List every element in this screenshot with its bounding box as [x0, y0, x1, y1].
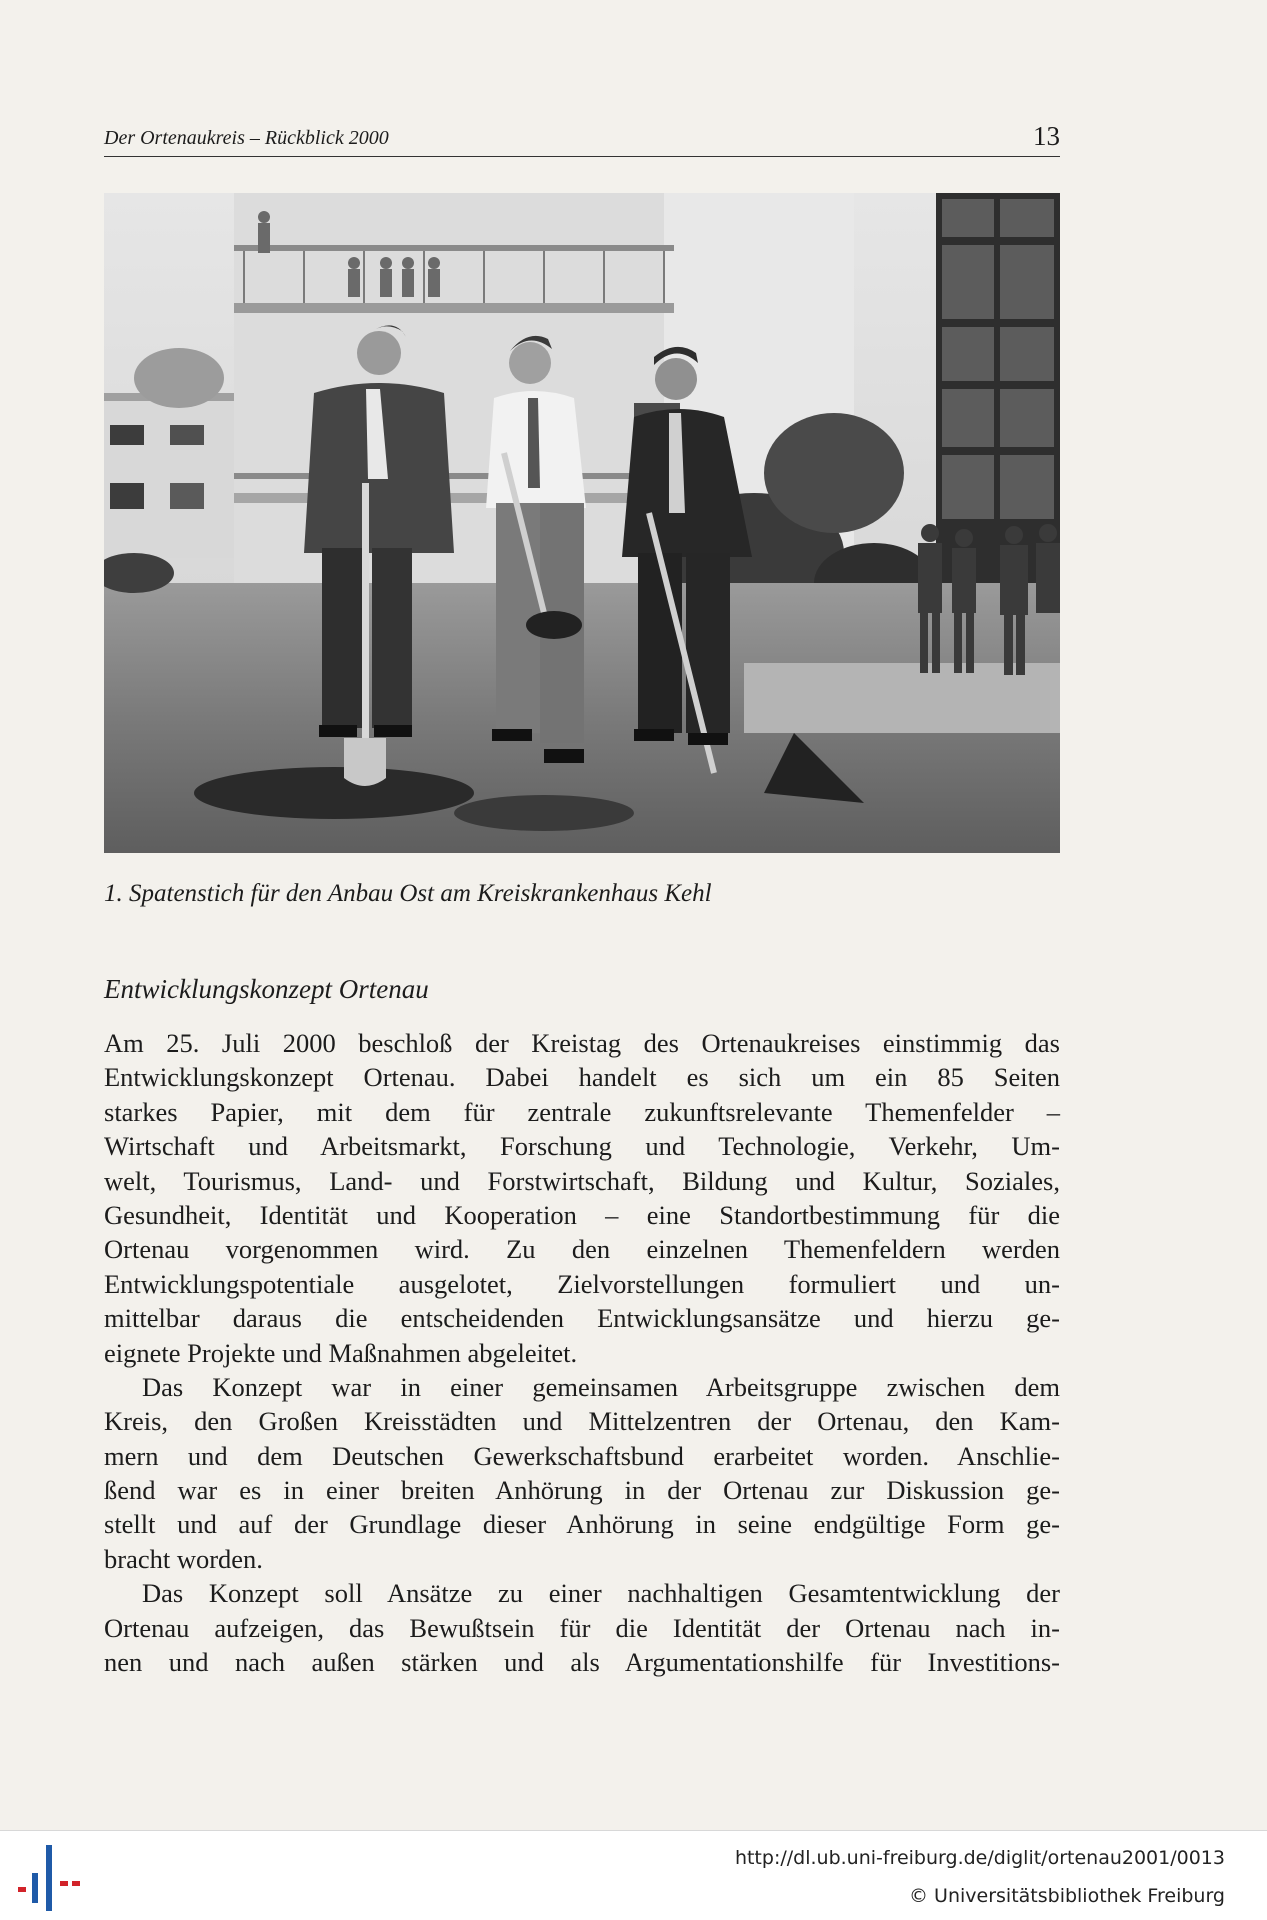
text-line: eignete Projekte und Maßnahmen abgeleitet.: [104, 1337, 578, 1368]
text-line: Ortenau aufzeigen, das Bewußtsein für die Identität der Ortenau nach in-: [104, 1612, 1060, 1643]
text-line: nen und nach außen stärken und als Argumentationshilfe für Investitions-: [104, 1647, 1060, 1678]
text-line: bracht worden.: [104, 1543, 263, 1574]
copyright-notice: © Universitätsbibliothek Freiburg: [909, 1885, 1225, 1907]
source-url-link[interactable]: http://dl.ub.uni-freiburg.de/diglit/ortenau2001/0013: [734, 1847, 1225, 1869]
text-line: mern und dem Deutschen Gewerkschaftsbund erarbeitet worden. Anschlie-: [104, 1440, 1060, 1471]
text-line: Wirtschaft und Arbeitsmarkt, Forschung und Technologie, Verkehr, Um-: [104, 1131, 1060, 1162]
text-line: Am 25. Juli 2000 beschloß der Kreistag des Ortenaukreises einstimmig das: [104, 1028, 1060, 1058]
photo-caption: 1. Spatenstich für den Anbau Ost am Kreiskrankenhaus Kehl: [104, 880, 712, 907]
text-line: Das Konzept war in einer gemeinsamen Arbeitsgruppe zwischen dem: [142, 1371, 1060, 1402]
page-number: 13: [1033, 121, 1060, 151]
text-line: Entwicklungspotentiale ausgelotet, Zielvorstellungen formuliert und un-: [104, 1268, 1060, 1299]
running-head-title: Der Ortenaukreis – Rückblick 2000: [104, 127, 389, 149]
text-line: stellt und auf der Grundlage dieser Anhörung in seine endgültige Form ge-: [104, 1509, 1060, 1540]
groundbreaking-photo: [104, 193, 1060, 853]
ub-freiburg-logo-icon: [14, 1843, 84, 1913]
body-text: [104, 1026, 1060, 1679]
section-heading: Entwicklungskonzept Ortenau: [104, 974, 429, 1004]
library-footer: [0, 1830, 1267, 1920]
text-line: Gesundheit, Identität und Kooperation – eine Standortbestimmung für die: [104, 1199, 1060, 1230]
text-line: Entwicklungskonzept Ortenau. Dabei handelt es sich um ein 85 Seiten: [104, 1062, 1060, 1093]
text-line: Das Konzept soll Ansätze zu einer nachhaltigen Gesamtentwicklung der: [142, 1578, 1060, 1609]
text-line: starkes Papier, mit dem für zentrale zukunftsrelevante Themenfelder –: [104, 1096, 1060, 1127]
text-line: mittelbar daraus die entscheidenden Entwicklungsansätze und hierzu ge-: [104, 1303, 1060, 1334]
text-line: Kreis, den Großen Kreisstädten und Mittelzentren der Ortenau, den Kam-: [104, 1406, 1060, 1437]
text-line: welt, Tourismus, Land- und Forstwirtschaft, Bildung und Kultur, Soziales,: [104, 1165, 1060, 1196]
text-line: Ortenau vorgenommen wird. Zu den einzelnen Themenfeldern werden: [104, 1234, 1060, 1265]
text-line: ßend war es in einer breiten Anhörung in der Ortenau zur Diskussion ge-: [104, 1475, 1060, 1506]
running-head: [104, 118, 1060, 157]
